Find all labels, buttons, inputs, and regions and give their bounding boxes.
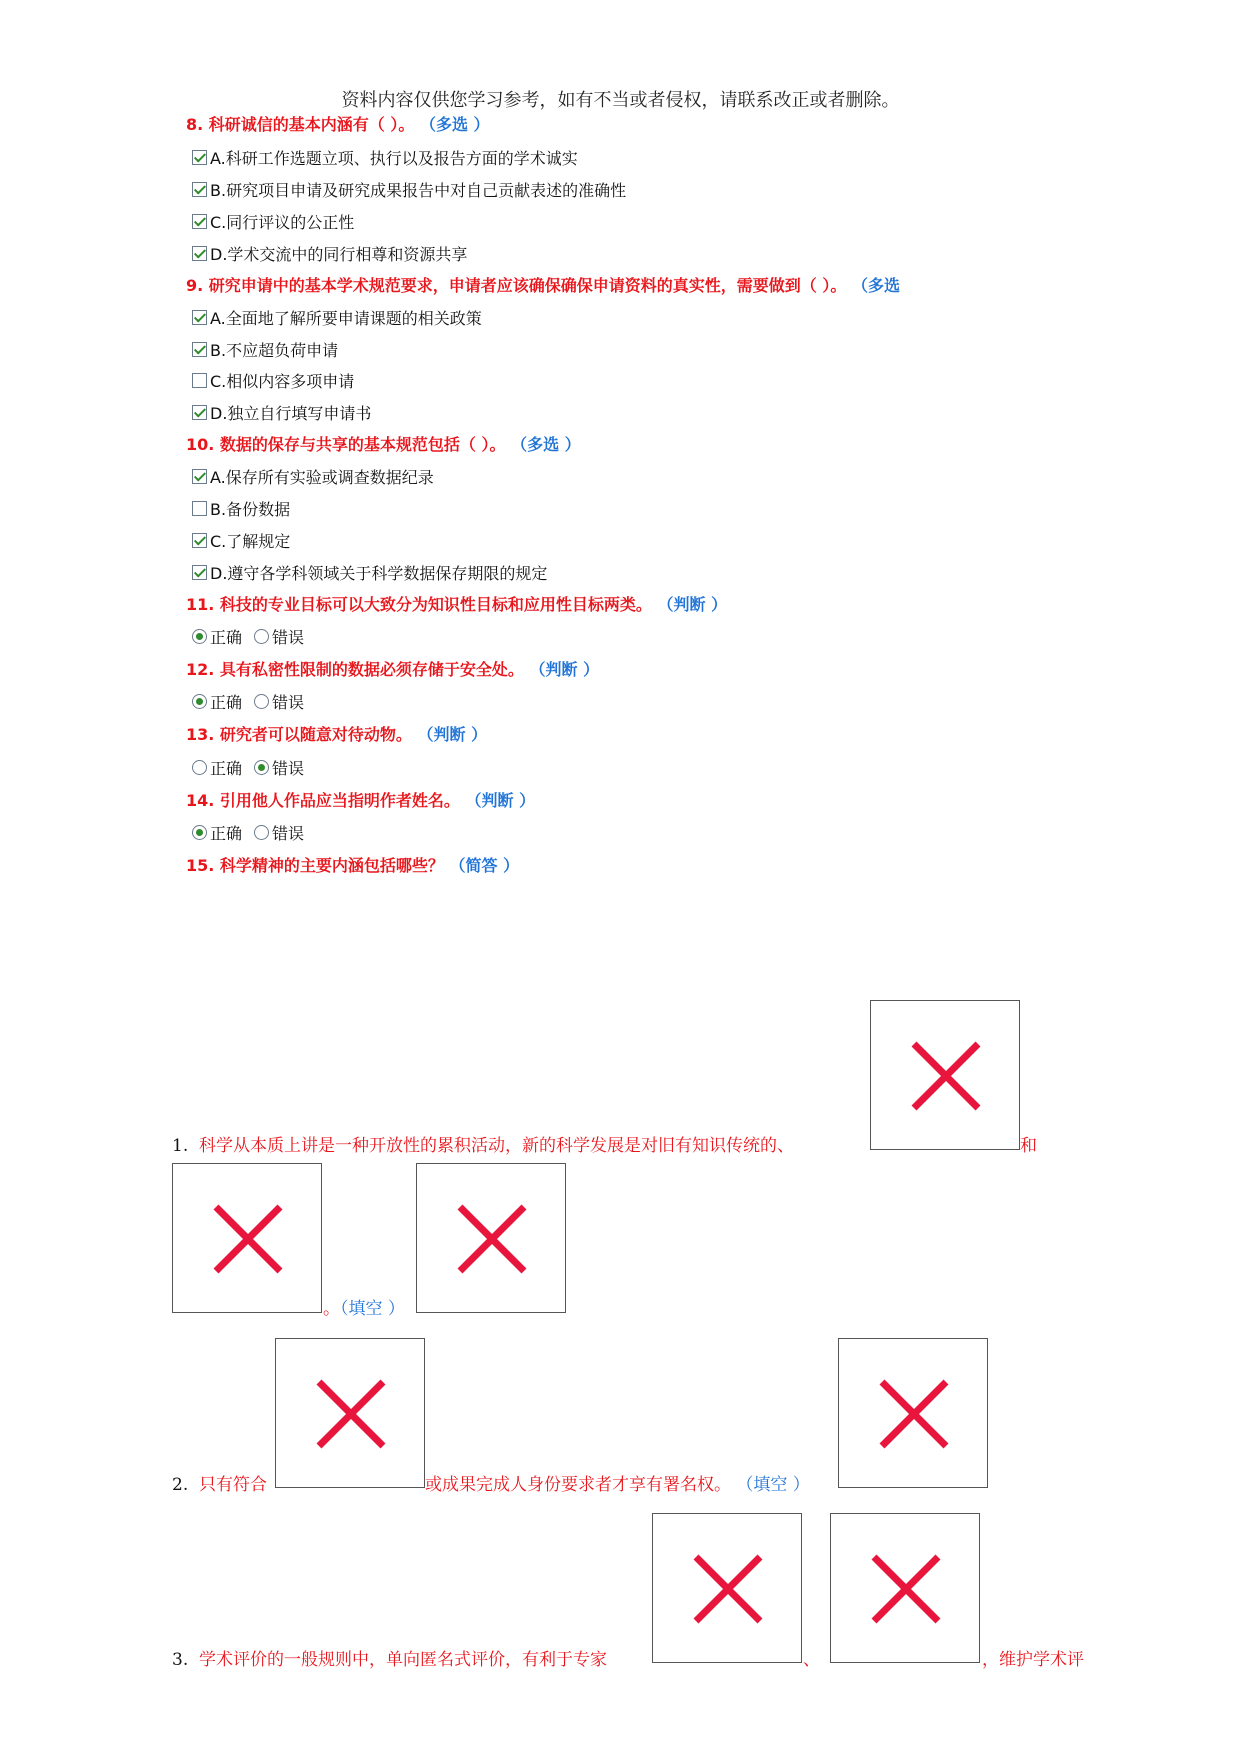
question-13-title: 13. 研究者可以随意对待动物。 （判断 ） — [186, 725, 488, 744]
radio-selected-icon[interactable] — [192, 694, 207, 709]
checkbox-checked-icon[interactable] — [192, 182, 207, 197]
radio-false-label[interactable]: 错误 — [272, 628, 305, 647]
question-13-answers — [192, 756, 304, 779]
broken-image-placeholder — [172, 1163, 322, 1313]
radio-unselected-icon[interactable] — [192, 760, 207, 775]
question-9-option-a[interactable]: A.全面地了解所要申请课题的相关政策 — [192, 306, 482, 329]
checkbox-checked-icon[interactable] — [192, 214, 207, 229]
fill-item-1-and: 和 — [1020, 1136, 1037, 1156]
question-10-option-a[interactable]: A.保存所有实验或调查数据纪录 — [192, 465, 434, 488]
question-11-answers — [192, 625, 304, 648]
question-9-option-d[interactable]: D.独立自行填写申请书 — [192, 401, 371, 424]
broken-image-x-icon — [315, 1378, 387, 1450]
radio-unselected-icon[interactable] — [254, 629, 269, 644]
question-14-answers — [192, 821, 304, 844]
question-8-option-d[interactable]: D.学术交流中的同行相尊和资源共享 — [192, 242, 467, 265]
radio-selected-icon[interactable] — [192, 629, 207, 644]
fill-item-2-start: 2. 只有符合 — [172, 1475, 268, 1495]
broken-image-placeholder — [838, 1338, 988, 1488]
broken-image-x-icon — [910, 1040, 982, 1112]
broken-image-placeholder — [275, 1338, 425, 1488]
checkbox-checked-icon[interactable] — [192, 533, 207, 548]
radio-unselected-icon[interactable] — [254, 825, 269, 840]
question-12-answers — [192, 690, 304, 713]
checkbox-checked-icon[interactable] — [192, 469, 207, 484]
question-15-title: 15. 科学精神的主要内涵包括哪些？ （简答 ） — [186, 856, 520, 875]
question-9-option-b[interactable]: B.不应超负荷申请 — [192, 338, 338, 361]
question-8-option-c[interactable]: C.同行评议的公正性 — [192, 210, 354, 233]
question-10-title: 10. 数据的保存与共享的基本规范包括（ ）。 （多选 ） — [186, 435, 581, 454]
broken-image-x-icon — [456, 1203, 528, 1275]
checkbox-checked-icon[interactable] — [192, 150, 207, 165]
broken-image-placeholder — [870, 1000, 1020, 1150]
broken-image-placeholder — [830, 1513, 980, 1663]
question-8-option-b[interactable]: B.研究项目申请及研究成果报告中对自己贡献表述的准确性 — [192, 178, 626, 201]
radio-false-label[interactable]: 错误 — [272, 824, 305, 843]
radio-true-label[interactable]: 正确 — [210, 693, 243, 712]
fill-item-1-line1: 1. 科学从本质上讲是一种开放性的累积活动，新的科学发展是对旧有知识传统的、 — [172, 1136, 795, 1156]
fill-item-2-end: 或成果完成人身份要求者才享有署名权。 （填空 ） — [425, 1475, 810, 1495]
radio-true-label[interactable]: 正确 — [210, 824, 243, 843]
checkbox-checked-icon[interactable] — [192, 246, 207, 261]
broken-image-x-icon — [878, 1378, 950, 1450]
fill-item-3-start: 3. 学术评价的一般规则中，单向匿名式评价，有利于专家 — [172, 1650, 608, 1670]
question-8-option-a[interactable]: A.科研工作选题立项、执行以及报告方面的学术诚实 — [192, 146, 578, 169]
question-8-title: 8. 科研诚信的基本内涵有（ ）。 （多选 ） — [186, 115, 490, 134]
radio-false-label[interactable]: 错误 — [272, 759, 305, 778]
checkbox-checked-icon[interactable] — [192, 342, 207, 357]
radio-selected-icon[interactable] — [254, 760, 269, 775]
question-10-option-c[interactable]: C.了解规定 — [192, 529, 290, 552]
broken-image-placeholder — [416, 1163, 566, 1313]
fill-item-1-end: 。（填空 ） — [323, 1299, 405, 1319]
checkbox-checked-icon[interactable] — [192, 310, 207, 325]
broken-image-x-icon — [870, 1553, 942, 1625]
radio-true-label[interactable]: 正确 — [210, 759, 243, 778]
checkbox-unchecked-icon[interactable] — [192, 373, 207, 388]
page-header-disclaimer: 资料内容仅供您学习参考，如有不当或者侵权，请联系改正或者删除。 — [341, 90, 900, 111]
question-9-option-c[interactable]: C.相似内容多项申请 — [192, 369, 354, 392]
broken-image-placeholder — [652, 1513, 802, 1663]
question-10-option-d[interactable]: D.遵守各学科领域关于科学数据保存期限的规定 — [192, 561, 547, 584]
checkbox-checked-icon[interactable] — [192, 405, 207, 420]
question-10-option-b[interactable]: B.备份数据 — [192, 497, 290, 520]
radio-true-label[interactable]: 正确 — [210, 628, 243, 647]
radio-selected-icon[interactable] — [192, 825, 207, 840]
question-11-title: 11. 科技的专业目标可以大致分为知识性目标和应用性目标两类。 （判断 ） — [186, 595, 728, 614]
question-9-title: 9. 研究申请中的基本学术规范要求，申请者应该确保确保申请资料的真实性，需要做到（ ）。 （多选 — [186, 276, 900, 295]
radio-unselected-icon[interactable] — [254, 694, 269, 709]
broken-image-x-icon — [692, 1553, 764, 1625]
checkbox-unchecked-icon[interactable] — [192, 501, 207, 516]
checkbox-checked-icon[interactable] — [192, 565, 207, 580]
broken-image-x-icon — [212, 1203, 284, 1275]
fill-item-3-end: ，维护学术评 — [982, 1650, 1084, 1670]
question-14-title: 14. 引用他人作品应当指明作者姓名。 （判断 ） — [186, 791, 536, 810]
radio-false-label[interactable]: 错误 — [272, 693, 305, 712]
fill-item-3-sep: 、 — [803, 1650, 820, 1670]
question-12-title: 12. 具有私密性限制的数据必须存储于安全处。 （判断 ） — [186, 660, 600, 679]
